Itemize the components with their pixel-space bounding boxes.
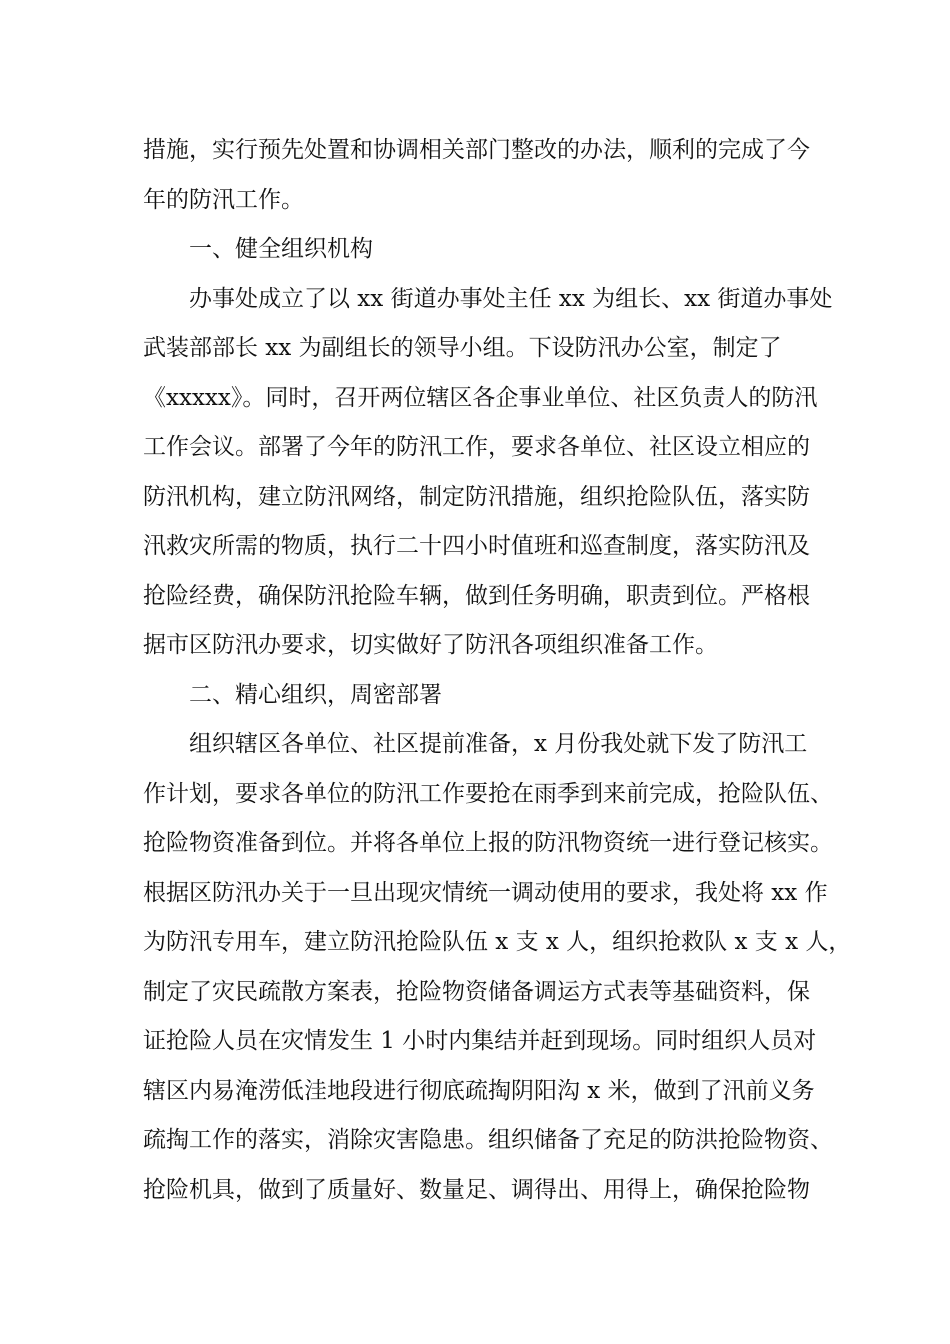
text-line: 制定了灾民疏散方案表，抢险物资储备调运方式表等基础资料，保 xyxy=(143,978,810,1005)
text-line: 武装部部长 xx 为副组长的领导小组。下设防汛办公室，制定了 xyxy=(143,335,782,361)
section-heading: 二、精心组织，周密部署 xyxy=(189,681,442,708)
text-line: 抢险机具，做到了质量好、数量足、调得出、用得上，确保抢险物 xyxy=(143,1176,810,1203)
text-line: 作计划，要求各单位的防汛工作要抢在雨季到来前完成，抢险队伍、 xyxy=(143,780,833,807)
text-line: 防汛机构，建立防汛网络，制定防汛措施，组织抢险队伍，落实防 xyxy=(143,483,810,510)
text-line: 工作会议。部署了今年的防汛工作，要求各单位、社区设立相应的 xyxy=(143,434,810,460)
text-line: 为防汛专用车，建立防汛抢险队伍 x 支 x 人，组织抢救队 x 支 x 人， xyxy=(143,929,852,955)
text-line: 辖区内易淹涝低洼地段进行彻底疏掏阴阳沟 x 米，做到了汛前义务 xyxy=(143,1077,815,1104)
text-line: 疏掏工作的落实，消除灾害隐患。组织储备了充足的防洪抢险物资、 xyxy=(143,1127,833,1153)
text-line: 抢险经费，确保防汛抢险车辆，做到任务明确，职责到位。严格根 xyxy=(143,582,810,609)
text-line: 办事处成立了以 xx 街道办事处主任 xx 为组长、xx 街道办事处 xyxy=(189,285,833,312)
text-line: 根据区防汛办关于一旦出现灾情统一调动使用的要求，我处将 xx 作 xyxy=(143,879,828,906)
document-body xyxy=(143,126,852,1215)
text-line: 证抢险人员在灾情发生 1 小时内集结并赶到现场。同时组织人员对 xyxy=(143,1028,817,1054)
section-heading: 一、健全组织机构 xyxy=(189,236,373,262)
text-line: 措施，实行预先处置和协调相关部门整改的办法，顺利的完成了今 xyxy=(143,137,810,163)
text-line: 汛救灾所需的物质，执行二十四小时值班和巡查制度，落实防汛及 xyxy=(143,533,810,559)
text-line: 据市区防汛办要求，切实做好了防汛各项组织准备工作。 xyxy=(143,632,718,658)
text-line: 年的防汛工作。 xyxy=(143,186,304,213)
text-line: 抢险物资准备到位。并将各单位上报的防汛物资统一进行登记核实。 xyxy=(143,830,833,856)
text-line: 《xxxxx》。同时，召开两位辖区各企事业单位、社区负责人的防汛 xyxy=(143,384,818,411)
text-line: 组织辖区各单位、社区提前准备，x 月份我处就下发了防汛工 xyxy=(189,731,808,757)
